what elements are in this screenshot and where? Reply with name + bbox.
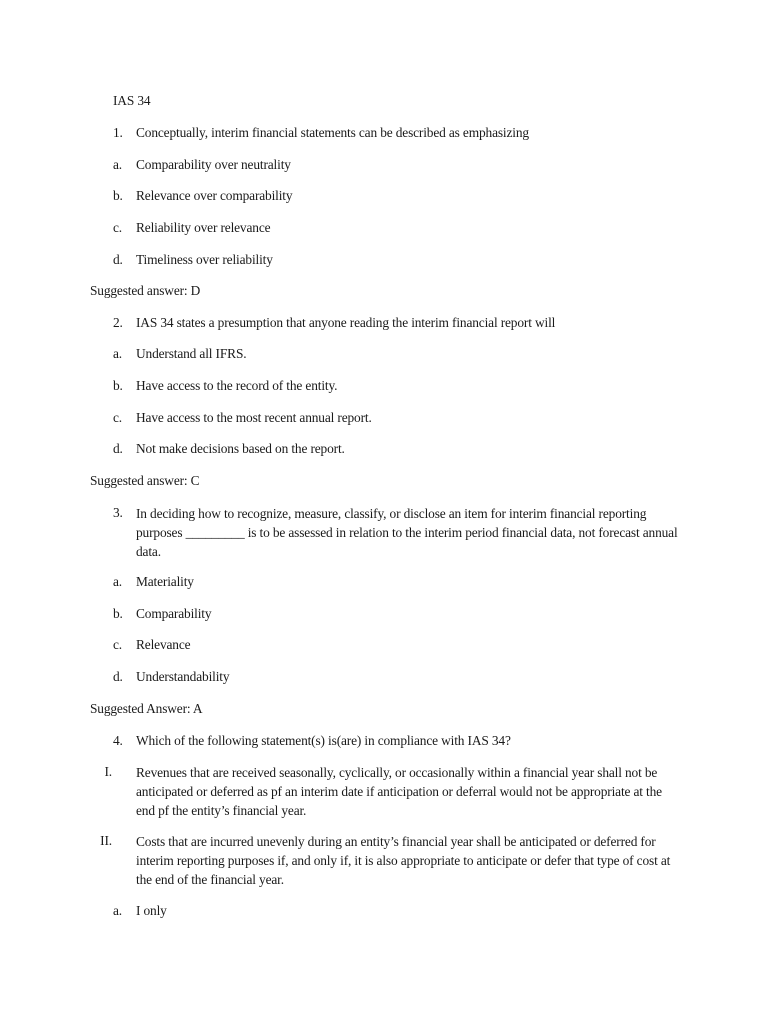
option-letter: b. (113, 188, 123, 203)
statement-text: Costs that are incurred unevenly during an entity’s financial year shall be anticipated or deferred for interim reporting purposes if, and only if, it is also appropriate to anticipate or defer that type of cost at the end of the financial year. (136, 834, 671, 887)
option-text: I only (136, 903, 167, 918)
option-text: Comparability (136, 606, 212, 621)
option-text: Understandability (136, 669, 230, 684)
question-text: IAS 34 states a presumption that anyone reading the interim financial report will (136, 315, 556, 330)
option-text: Understand all IFRS. (136, 346, 247, 361)
question-text: In deciding how to recognize, measure, classify, or disclose an item for interim financial reporting purposes _________ is to be assessed in relation to the interim period financial data, not forecast annual data. (136, 506, 678, 559)
option-letter: a. (113, 346, 122, 361)
question-text: Conceptually, interim financial statements can be described as emphasizing (136, 125, 529, 140)
statement-text: Revenues that are received seasonally, cyclically, or occasionally within a financial year shall not be anticipated or deferred as pf an interim date if anticipation or deferral would not be appropriate at the end pf the entity’s financial year. (136, 765, 662, 818)
question-text: Which of the following statement(s) is(are) in compliance with IAS 34? (136, 733, 511, 748)
option-letter: a. (113, 903, 122, 918)
suggested-answer: Suggested Answer: A (90, 701, 203, 716)
option-letter: a. (113, 157, 122, 172)
option-text: Have access to the record of the entity. (136, 378, 338, 393)
option-text: Materiality (136, 574, 194, 589)
option-letter: d. (113, 669, 123, 684)
question-number: 4. (113, 733, 123, 748)
option-letter: c. (113, 220, 122, 235)
question-number: 2. (113, 315, 123, 330)
option-text: Not make decisions based on the report. (136, 441, 345, 456)
question-number: 1. (113, 125, 123, 140)
suggested-answer: Suggested answer: D (90, 283, 201, 298)
option-letter: b. (113, 378, 123, 393)
option-letter: d. (113, 252, 123, 267)
option-letter: a. (113, 574, 122, 589)
option-text: Comparability over neutrality (136, 157, 291, 172)
option-text: Have access to the most recent annual report. (136, 410, 372, 425)
option-text: Reliability over relevance (136, 220, 271, 235)
option-text: Relevance over comparability (136, 188, 293, 203)
option-letter: c. (113, 410, 122, 425)
option-letter: c. (113, 637, 122, 652)
option-letter: b. (113, 606, 123, 621)
statement-numeral: II. (100, 833, 112, 848)
document-title: IAS 34 (113, 93, 151, 108)
option-text: Timeliness over reliability (136, 252, 273, 267)
question-number: 3. (113, 505, 123, 520)
option-text: Relevance (136, 637, 191, 652)
suggested-answer: Suggested answer: C (90, 473, 200, 488)
statement-numeral: I. (104, 764, 112, 779)
option-letter: d. (113, 441, 123, 456)
